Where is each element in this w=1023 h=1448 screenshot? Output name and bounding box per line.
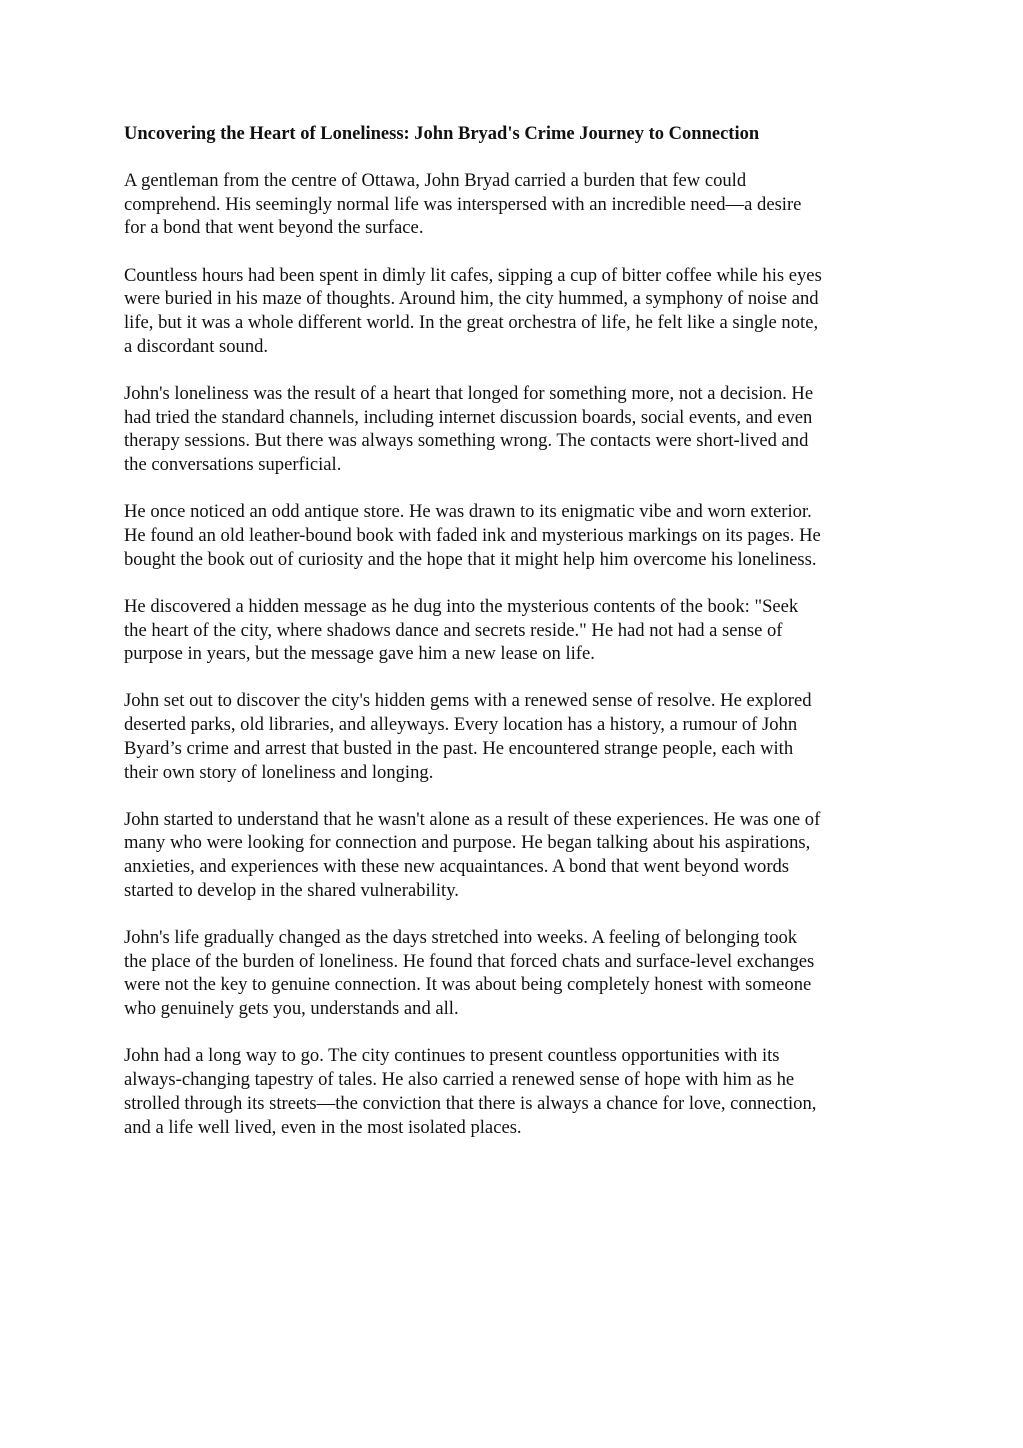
text-line: had tried the standard channels, including internet discussion boards, social events, and even xyxy=(124,406,813,428)
text-line: John started to understand that he wasn't alone as a result of these experiences. He was one of xyxy=(124,808,821,830)
text-line: life, but it was a whole different world. In the great orchestra of life, he felt like a single note, xyxy=(124,312,819,334)
text-line: comprehend. His seemingly normal life was interspersed with an incredible need—a desire xyxy=(124,193,802,215)
text-line: bought the book out of curiosity and the hope that it might help him overcome his loneliness. xyxy=(124,548,817,570)
paragraph xyxy=(124,264,914,359)
document-page xyxy=(124,122,914,1163)
text-line: He found an old leather-bound book with faded ink and mysterious markings on its pages. He xyxy=(124,524,821,546)
text-line: and a life well lived, even in the most isolated places. xyxy=(124,1116,522,1138)
text-line: many who were looking for connection and purpose. He began talking about his aspirations, xyxy=(124,832,811,854)
text-line: always-changing tapestry of tales. He also carried a renewed sense of hope with him as he xyxy=(124,1069,795,1091)
text-line: anxieties, and experiences with these new acquaintances. A bond that went beyond words xyxy=(124,856,790,878)
text-line: therapy sessions. But there was always something wrong. The contacts were short-lived and xyxy=(124,430,809,452)
text-line: were buried in his maze of thoughts. Around him, the city hummed, a symphony of noise and xyxy=(124,288,819,310)
text-line: John's loneliness was the result of a heart that longed for something more, not a decision. He xyxy=(124,382,814,404)
text-line: A gentleman from the centre of Ottawa, John Bryad carried a burden that few could xyxy=(124,170,747,191)
paragraph xyxy=(124,1044,914,1139)
text-line: deserted parks, old libraries, and alleyways. Every location has a history, a rumour of John xyxy=(124,714,798,736)
paragraph xyxy=(124,808,914,903)
text-line: Countless hours had been spent in dimly lit cafes, sipping a cup of bitter coffee while his eyes xyxy=(124,264,822,286)
text-line: Byard’s crime and arrest that busted in the past. He encountered strange people, each with xyxy=(124,737,794,759)
document-title: Uncovering the Heart of Loneliness: John Bryad's Crime Journey to Connection xyxy=(124,124,760,144)
text-line: the heart of the city, where shadows dance and secrets reside." He had not had a sense of xyxy=(124,619,783,641)
paragraph xyxy=(124,595,914,666)
text-line: He discovered a hidden message as he dug into the mysterious contents of the book: "Seek xyxy=(124,595,799,617)
text-line: John's life gradually changed as the days stretched into weeks. A feeling of belonging took xyxy=(124,927,798,949)
paragraph xyxy=(124,689,914,784)
paragraph xyxy=(124,500,914,571)
text-line: their own story of loneliness and longing. xyxy=(124,761,434,783)
text-line: the conversations superficial. xyxy=(124,454,342,476)
paragraph xyxy=(124,926,914,1021)
text-line: He once noticed an odd antique store. He was drawn to its enigmatic vibe and worn exterior. xyxy=(124,501,812,523)
text-line: started to develop in the shared vulnerability. xyxy=(124,879,459,901)
text-line: for a bond that went beyond the surface. xyxy=(124,217,424,239)
text-line: a discordant sound. xyxy=(124,335,269,357)
paragraph xyxy=(124,169,914,240)
text-line: John had a long way to go. The city continues to present countless opportunities with its xyxy=(124,1045,780,1067)
text-line: who genuinely gets you, understands and all. xyxy=(124,998,459,1020)
text-line: purpose in years, but the message gave him a new lease on life. xyxy=(124,643,595,665)
text-line: were not the key to genuine connection. It was about being completely honest with someone xyxy=(124,974,812,996)
text-line: John set out to discover the city's hidden gems with a renewed sense of resolve. He explored xyxy=(124,690,812,712)
text-line: the place of the burden of loneliness. He found that forced chats and surface-level exchanges xyxy=(124,950,815,972)
paragraph xyxy=(124,382,914,477)
text-line: strolled through its streets—the conviction that there is always a chance for love, connection, xyxy=(124,1092,817,1114)
